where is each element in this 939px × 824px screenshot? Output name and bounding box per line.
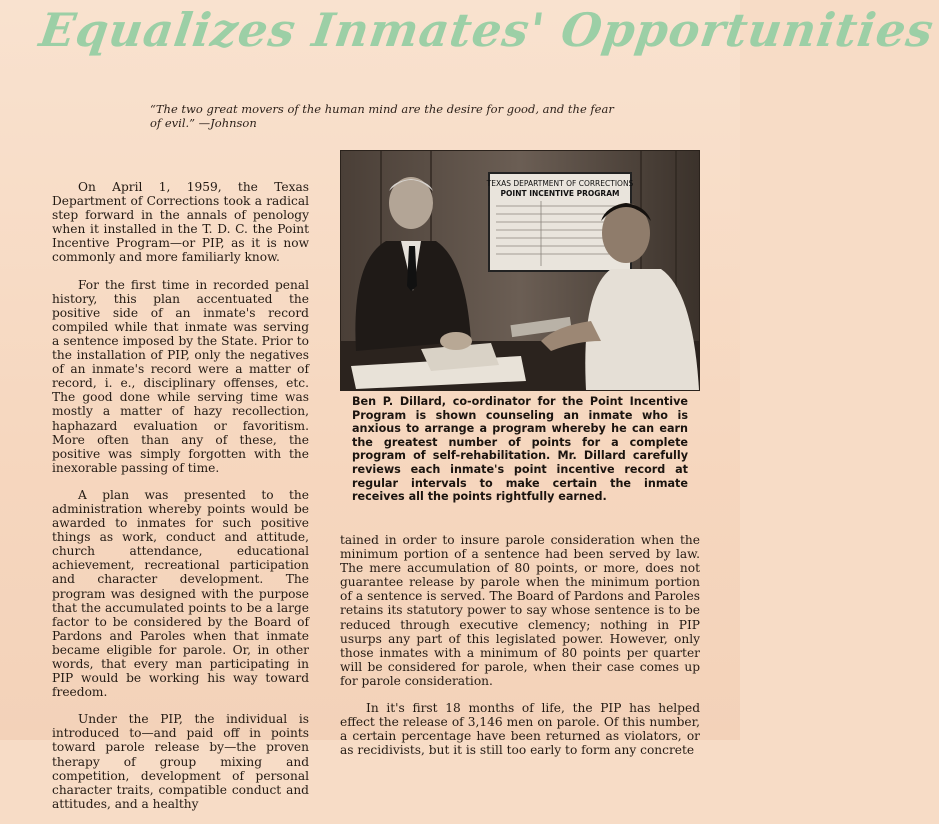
headline: Equalizes Inmates' Opportunities xyxy=(36,3,938,57)
right-column xyxy=(340,533,700,770)
epigraph: “The two great movers of the human mind are the desire for good, and the fear of evil.” —Johnson xyxy=(150,102,614,130)
photo xyxy=(340,150,700,391)
board-line-2: POINT INCENTIVE PROGRAM xyxy=(500,189,620,198)
photo-illustration xyxy=(341,151,699,390)
paragraph: Under the PIP, the individual is introduced to—and paid off in points toward parole release by—the proven therapy of group mixing and competition, development of personal character traits, compatible conduct and attitudes, and a healthy xyxy=(52,712,309,811)
paragraph: On April 1, 1959, the Texas Department of Corrections took a radical step forward in the annals of penology when it installed in the T. D. C. the Point Incentive Program—or PIP, as it is now commonly and more familiarly know. xyxy=(52,180,309,265)
photo-caption: Ben P. Dillard, co-ordinator for the Point Incentive Program is shown counseling an inmate who is anxious to arrange a program whereby he can earn the greatest number of points for a complete program of self-rehabilitation. Mr. Dillard carefully reviews each inmate's point incentive record at regular intervals to make certain the inmate receives all the points rightfully earned. xyxy=(352,395,688,504)
board-line-1: TEXAS DEPARTMENT OF CORRECTIONS xyxy=(486,179,634,188)
left-column xyxy=(52,180,309,824)
paragraph: In it's first 18 months of life, the PIP has helped effect the release of 3,146 men on parole. Of this number, a certain percentage have been returned as violators, or as recidivists, but it is still too early to form any concrete xyxy=(340,701,700,758)
paragraph: A plan was presented to the administration whereby points would be awarded to inmates for such positive things as work, conduct and attitude, church attendance, educational achievement, recreational participation and character development. The program was designed with the purpose that the accumulated points to be a large factor to be considered by the Board of Pardons and Paroles when that inmate became eligible for parole. Or, in other words, that every man participating in PIP would be working his way toward freedom. xyxy=(52,487,309,700)
paragraph: For the first time in recorded penal history, this plan accentuated the positive side of an inmate's record compiled while that inmate was serving a sentence imposed by the State. Prior to the installation of PIP, only the negatives of an inmate's record were a matter of record, i. e., disciplinary offenses, etc. The good done while serving time was mostly a matter of hazy recollection, haphazard evaluation or favoritism. More often than any of these, the positive was simply forgotten with the inexorable passing of time. xyxy=(52,277,309,475)
paragraph: tained in order to insure parole consideration when the minimum portion of a sentence had been served by law. The mere accumulation of 80 points, or more, does not guarantee release by parole when the minimum portion of a sentence is served. The Board of Pardons and Paroles retains its statutory power to say whose sentence is to be reduced through executive clemency; nothing in PIP usurps any part of this legislated power. However, only those inmates with a minimum of 80 points per quarter will be considered for parole, when their case comes up for parole consideration. xyxy=(340,533,700,688)
